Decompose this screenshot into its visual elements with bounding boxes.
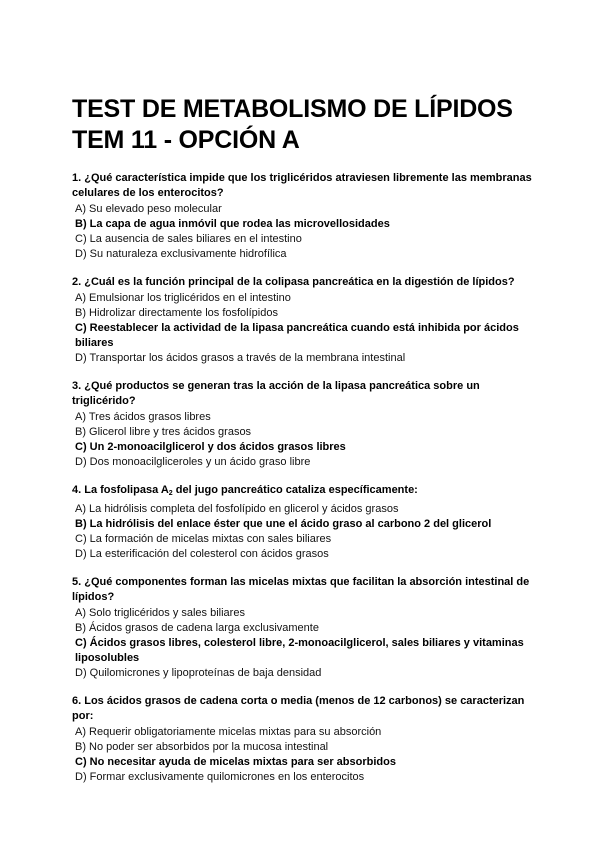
question-3 bbox=[72, 379, 542, 470]
option-b: B) Hidrolizar directamente los fosfolípidos bbox=[75, 307, 278, 319]
page-title bbox=[72, 94, 542, 156]
question-stem: 5. ¿Qué componentes forman las micelas mixtas que facilitan la absorción intestinal de lípidos? bbox=[72, 576, 530, 603]
option-b: B) Ácidos grasos de cadena larga exclusivamente bbox=[75, 622, 319, 634]
question-2 bbox=[72, 275, 542, 366]
option-b-correct: B) La hidrólisis del enlace éster que une el ácido graso al carbono 2 del glicerol bbox=[75, 518, 492, 530]
question-stem: 6. Los ácidos grasos de cadena corta o media (menos de 12 carbonos) se caracterizan por: bbox=[72, 695, 525, 722]
option-c-correct: C) Un 2-monoacilglicerol y dos ácidos grasos libres bbox=[75, 441, 346, 453]
option-d: D) Transportar los ácidos grasos a través de la membrana intestinal bbox=[75, 352, 406, 364]
document-page bbox=[72, 94, 542, 798]
title-line-2: TEM 11 - OPCIÓN A bbox=[72, 126, 300, 154]
question-1 bbox=[72, 171, 542, 262]
option-a: A) Su elevado peso molecular bbox=[75, 203, 222, 215]
title-line-1: TEST DE METABOLISMO DE LÍPIDOS bbox=[72, 95, 513, 123]
option-a: A) Emulsionar los triglicéridos en el intestino bbox=[75, 292, 291, 304]
question-6 bbox=[72, 694, 542, 785]
question-stem: 2. ¿Cuál es la función principal de la colipasa pancreática en la digestión de lípidos? bbox=[72, 276, 515, 288]
question-stem-prefix: 4. La fosfolipasa A bbox=[72, 484, 169, 496]
option-a: A) Requerir obligatoriamente micelas mixtas para su absorción bbox=[75, 726, 382, 738]
option-a: A) Tres ácidos grasos libres bbox=[75, 411, 211, 423]
option-c: C) La formación de micelas mixtas con sales biliares bbox=[75, 533, 332, 545]
option-b-correct: B) La capa de agua inmóvil que rodea las microvellosidades bbox=[75, 218, 390, 230]
subscript-two: 2 bbox=[168, 490, 173, 497]
option-b: B) Glicerol libre y tres ácidos grasos bbox=[75, 426, 252, 438]
option-b: B) No poder ser absorbidos por la mucosa intestinal bbox=[75, 741, 329, 753]
option-d: D) Su naturaleza exclusivamente hidrofílica bbox=[75, 248, 287, 260]
option-d: D) Formar exclusivamente quilomicrones en los enterocitos bbox=[75, 771, 365, 783]
option-c-correct: C) Reestablecer la actividad de la lipasa pancreática cuando está inhibida por ácidos biliares bbox=[75, 322, 519, 349]
option-c-correct: C) No necesitar ayuda de micelas mixtas para ser absorbidos bbox=[75, 756, 396, 768]
question-list bbox=[72, 171, 542, 785]
option-a: A) La hidrólisis completa del fosfolípido en glicerol y ácidos grasos bbox=[75, 503, 399, 515]
question-stem: 3. ¿Qué productos se generan tras la acción de la lipasa pancreática sobre un triglicérido? bbox=[72, 380, 480, 407]
option-a: A) Solo triglicéridos y sales biliares bbox=[75, 607, 245, 619]
option-d: D) Dos monoacilgliceroles y un ácido graso libre bbox=[75, 456, 311, 468]
question-5 bbox=[72, 575, 542, 681]
question-stem: 1. ¿Qué característica impide que los triglicéridos atraviesen libremente las membranas celulares de los enterocitos? bbox=[72, 172, 532, 199]
option-c: C) La ausencia de sales biliares en el intestino bbox=[75, 233, 302, 245]
option-d: D) La esterificación del colesterol con ácidos grasos bbox=[75, 548, 329, 560]
question-stem bbox=[72, 483, 542, 501]
option-c-correct: C) Ácidos grasos libres, colesterol libre, 2-monoacilglicerol, sales biliares y vitaminas liposolubles bbox=[75, 637, 524, 664]
option-d: D) Quilomicrones y lipoproteínas de baja densidad bbox=[75, 667, 322, 679]
question-4 bbox=[72, 483, 542, 562]
question-stem-suffix: del jugo pancreático cataliza específicamente: bbox=[172, 484, 418, 496]
